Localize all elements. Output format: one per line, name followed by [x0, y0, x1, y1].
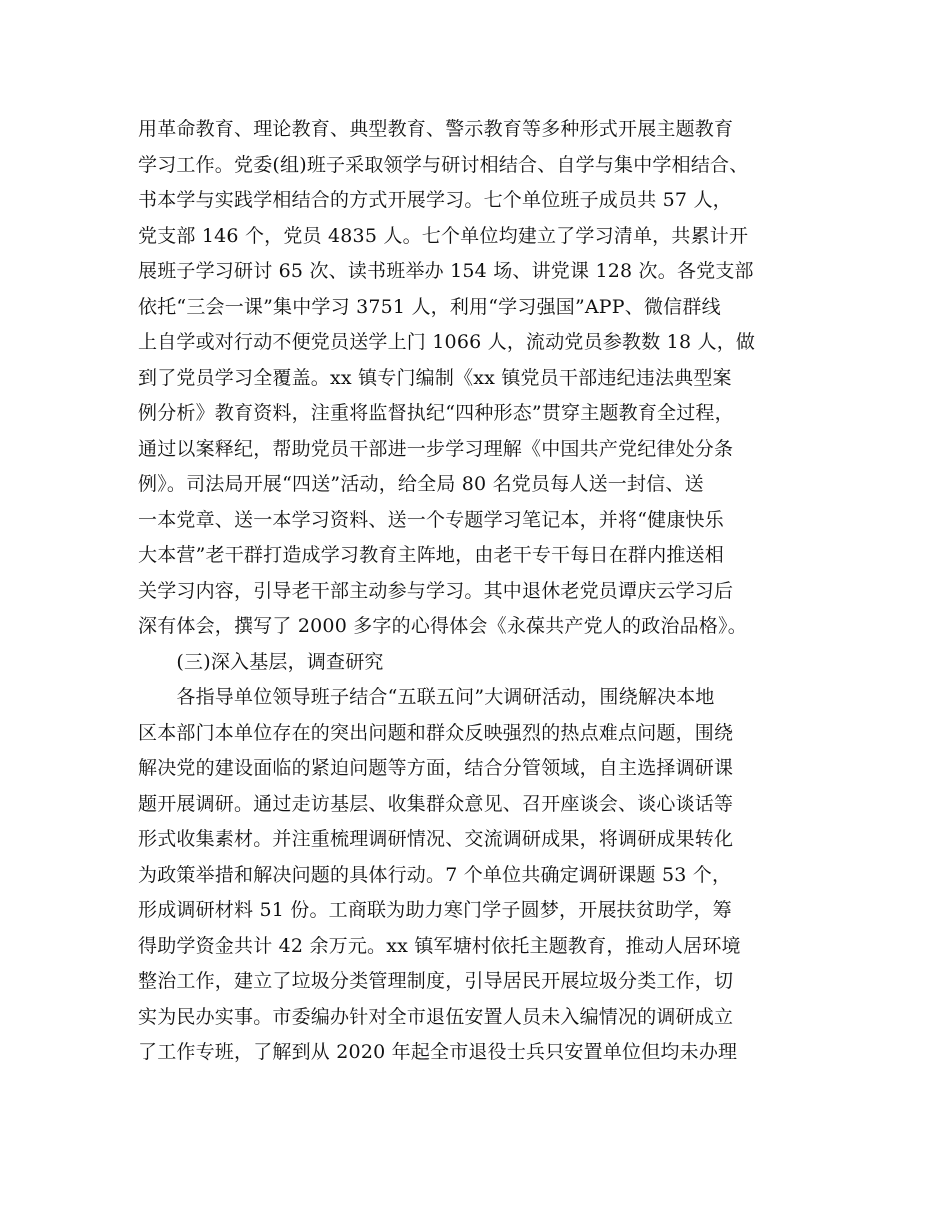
text-line: 整治工作，建立了垃圾分类管理制度，引导居民开展垃圾分类工作，切 — [138, 970, 734, 992]
text-line: 实为民办实事。市委编办针对全市退伍安置人员未入编情况的调研成立 — [138, 1005, 734, 1028]
body-text — [138, 112, 838, 1071]
text-line: 用革命教育、理论教育、典型教育、警示教育等多种形式开展主题教育 — [138, 118, 734, 140]
text-line: 区本部门本单位存在的突出问题和群众反映强烈的热点难点问题，围绕 — [138, 721, 734, 744]
text-line: 上自学或对行动不便党员送学上门 1066 人，流动党员参教数 18 人，做 — [138, 331, 756, 353]
text-line: 各指导单位领导班子结合“五联五问”大调研活动，围绕解决本地 — [138, 686, 715, 708]
text-line: 例分析》教育资料，注重将监督执纪“四种形态”贯穿主题教育全过程， — [138, 402, 734, 424]
text-line: 依托“三会一课”集中学习 3751 人，利用“学习强国”APP、微信群线 — [138, 295, 721, 318]
text-line: 例》。司法局开展“四送”活动，给全局 80 名党员每人送一封信、送 — [138, 473, 704, 495]
text-line: 党支部 146 个，党员 4835 人。七个单位均建立了学习清单，共累计开 — [138, 224, 749, 247]
text-line: 展班子学习研讨 65 次、读书班举办 154 场、讲党课 128 次。各党支部 — [138, 260, 754, 282]
section-heading: (三)深入基层，调查研究 — [138, 650, 384, 673]
text-line: 到了党员学习全覆盖。xx 镇专门编制《xx 镇党员干部违纪违法典型案 — [138, 366, 732, 389]
text-line: 形式收集素材。并注重梳理调研情况、交流调研成果，将调研成果转化 — [138, 828, 734, 850]
text-line: 解决党的建设面临的紧迫问题等方面，结合分管领域，自主选择调研课 — [138, 757, 734, 779]
text-line: 大本营”老干群打造成学习教育主阵地，由老干专干每日在群内推送相 — [138, 544, 724, 566]
text-line: 书本学与实践学相结合的方式开展学习。七个单位班子成员共 57 人， — [138, 189, 732, 211]
text-line: 题开展调研。通过走访基层、收集群众意见、召开座谈会、谈心谈话等 — [138, 792, 734, 815]
text-line: 深有体会，撰写了 2000 多字的心得体会《永葆共产党人的政治品格》。 — [138, 615, 747, 637]
text-line: 学习工作。党委(组)班子采取领学与研讨相结合、自学与集中学相结合、 — [138, 153, 749, 176]
text-line: 了工作专班，了解到从 2020 年起全市退役士兵只安置单位但均未办理 — [138, 1041, 738, 1063]
text-line: 形成调研材料 51 份。工商联为助力寒门学子圆梦，开展扶贫助学，筹 — [138, 899, 732, 921]
text-line: 为政策举措和解决问题的具体行动。7 个单位共确定调研课题 53 个， — [138, 863, 732, 886]
text-line: 关学习内容，引导老干部主动参与学习。其中退休老党员谭庆云学习后 — [138, 579, 734, 602]
text-line: 一本党章、送一本学习资料、送一个专题学习笔记本，并将“健康快乐 — [138, 508, 724, 531]
text-line: 通过以案释纪，帮助党员干部进一步学习理解《中国共产党纪律处分条 — [138, 437, 734, 460]
text-line: 得助学资金共计 42 余万元。xx 镇军塘村依托主题教育，推动人居环境 — [138, 934, 741, 957]
